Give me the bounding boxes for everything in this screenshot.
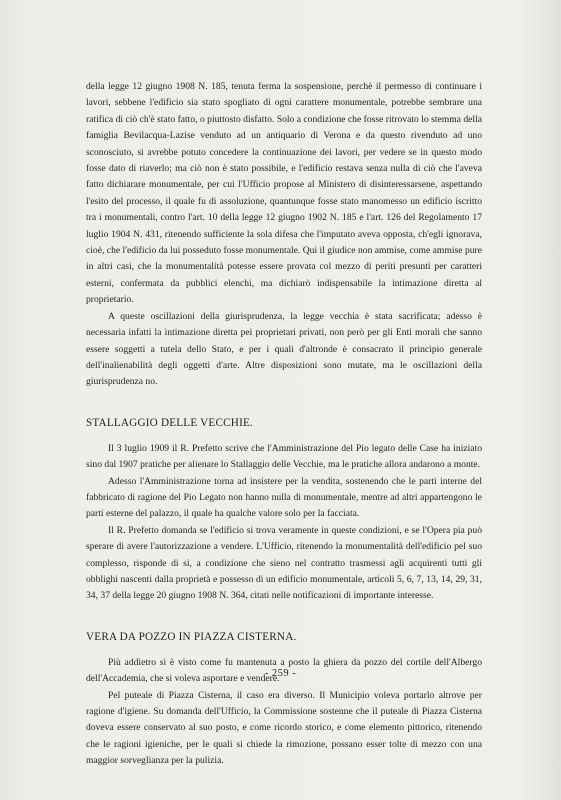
stallaggio-paragraph-2: Adesso l'Amministrazione torna ad insistere per la vendita, sostenendo che le parti interne del fabbricato di ragione del Pio Legato non hanno nulla di monumentale, mentre ad altri appartengono le parti esterne del palazzo, il quale ha qualche valore solo per la facciata. bbox=[86, 475, 482, 520]
section-heading-stallaggio: STALLAGGIO DELLE VECCHIE. bbox=[86, 416, 254, 429]
stallaggio-paragraph-1: Il 3 luglio 1909 il R. Prefetto scrive che l'Amministrazione del Pio legato delle Case ha iniziato sino dal 1907 pratiche per alienare lo Stallaggio delle Vecchie, ma le pratiche allora andarono a monte. bbox=[86, 442, 482, 471]
intro-paragraph-2: A queste oscillazioni della giurisprudenza, la legge vecchia è stata sacrificata; adesso è necessaria infatti la intimazione diretta pei proprietari privati, non però per gli Enti morali che sanno essere soggetti a tutela dello Stato, e per i quali d'altronde è consacrato il principio generale dell'inalienabilità degli oggetti d'arte. Altre disposizioni sono mutate, ma le oscillazioni della giurisprudenza no. bbox=[86, 310, 482, 388]
pozzo-paragraph-2: Pel puteale di Piazza Cisterna, il caso era diverso. Il Municipio voleva portarlo altrove per ragione d'igiene. Su domanda dell'Ufficio, la Commissione sostenne che il puteale di Piazza Cisterna doveva essere conservato al suo posto, e come ricordo storico, e come elemento pittorico, ritenendo che le ragioni igieniche, per le quali si chiede la rimozione, possano esser tolte di mezzo con una maggior sorveglianza per la pulizia. bbox=[86, 689, 482, 767]
page-content bbox=[86, 79, 482, 770]
pozzo-paragraph-1: Più addietro si è visto come fu mantenuta a posto la ghiera da pozzo del cortile dell'Albergo dell'Accademia, che si voleva asportare e vendere. bbox=[86, 656, 482, 685]
stallaggio-paragraph-3: Il R. Prefetto domanda se l'edificio si trova veramente in queste condizioni, e se l'Opera pia può sperare di avere l'autorizzazione a vendere. L'Ufficio, ritenendo la monumentalità dell'edificio pel suo complesso, risponde di sì, a condizione che sieno nel contratto trasmessi agli acquirenti tutti gli obblighi nascenti dalla proprietà e possesso di un edificio monumentale, articoli 5, 6, 7, 13, 14, 29, 31, 34, 37 della legge 20 giugno 1908 N. 364, citati nelle notificazioni di importante interesse. bbox=[86, 524, 482, 602]
section-heading-vera-da-pozzo: VERA DA POZZO IN PIAZZA CISTERNA. bbox=[86, 630, 297, 643]
page-number: - 259 - bbox=[264, 668, 297, 679]
intro-paragraph-1: della legge 12 giugno 1908 N. 185, tenuta ferma la sospensione, perchè il permesso di continuare i lavori, sebbene l'edificio sia stato spogliato di ogni carattere monumentale, potrebbe sembrare una ratifica di ciò ch'è stato fatto, o piuttosto disfatto. Solo a condizione che fosse ritrovato lo stemma della famiglia Bevilacqua-Lazise venduto ad un antiquario di Verona e da questo rivenduto ad uno sconosciuto, si avrebbe potuto concedere la continuazione dei lavori, per vedere se in questo modo fosse dato di riaverlo; ma ciò non è stato possibile, e l'edificio restava senza nulla di ciò che l'aveva fatto dichiarare monumentale, per cui l'Ufficio propose al Ministero di disinteressarsene, aspettando l'esito del processo, il quale fu di assoluzione, quantunque fosse stato manomesso un edificio iscritto tra i monumentali, contro l'art. 10 della legge 12 giugno 1902 N. 185 e l'art. 126 del Regolamento 17 luglio 1904 N. 431, ritenendo sufficiente la sola difesa che l'imputato aveva opposta, ch'egli ignorava, cioè, che l'edificio da lui posseduto fosse monumentale. Qui il giudice non ammise, come ammise pure in altri casi, che la monumentalità potesse essere provata col mezzo di periti presunti per caratteri esterni, confermata da pubblici elenchi, ma dichiarò indispensabile la intimazione diretta al proprietario. bbox=[86, 81, 482, 306]
